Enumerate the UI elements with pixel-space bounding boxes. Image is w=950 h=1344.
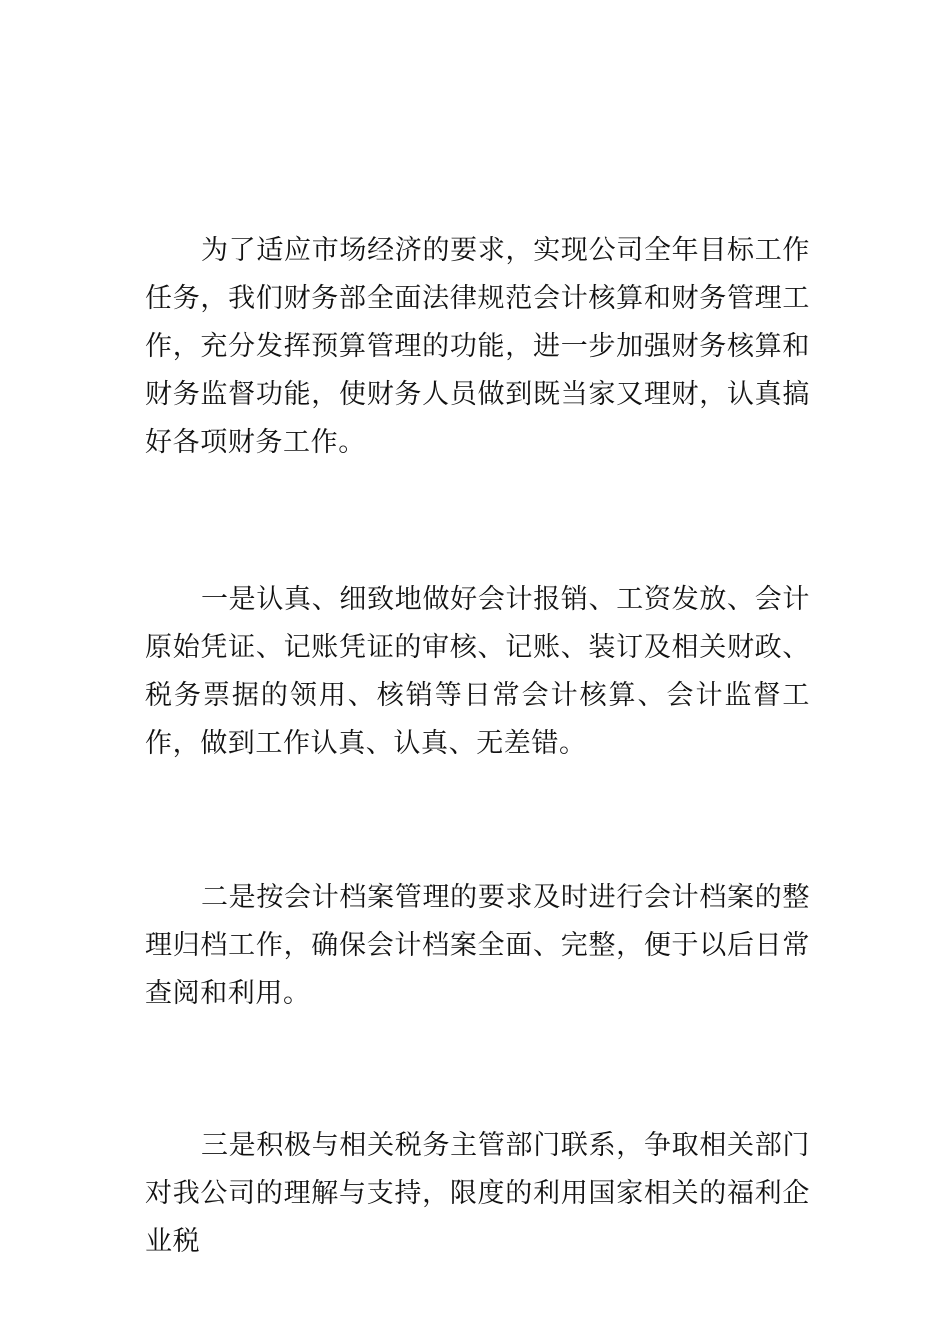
paragraph-item-three: 三是积极与相关税务主管部门联系，争取相关部门对我公司的理解与支持，限度的利用国家相关的福利企业税 [145, 1130, 810, 1257]
paragraph-item-one: 一是认真、细致地做好会计报销、工资发放、会计原始凭证、记账凭证的审核、记账、装订及相关财政、税务票据的领用、核销等日常会计核算、会计监督工作，做到工作认真、认真、无差错。 [145, 584, 810, 759]
paragraph-item-two: 二是按会计档案管理的要求及时进行会计档案的整理归档工作，确保会计档案全面、完整，便于以后日常查阅和利用。 [145, 882, 810, 1009]
paragraph-intro: 为了适应市场经济的要求，实现公司全年目标工作任务，我们财务部全面法律规范会计核算和财务管理工作，充分发挥预算管理的功能，进一步加强财务核算和财务监督功能，使财务人员做到既当家又理财，认真搞好各项财务工作。 [145, 235, 810, 458]
